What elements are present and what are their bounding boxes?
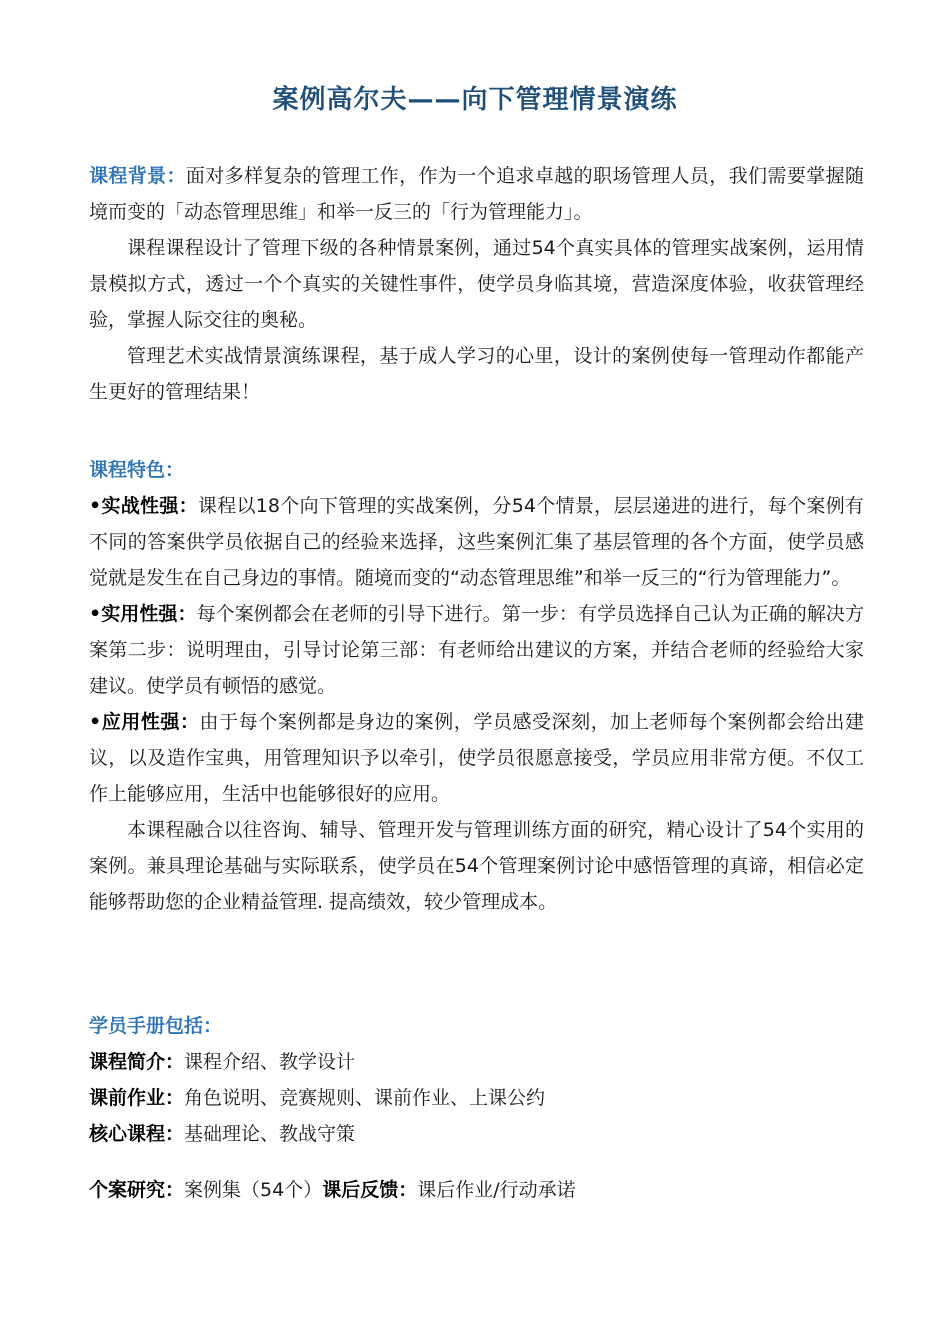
handbook-heading: 学员手册包括： [89,1015,223,1037]
feature-label: •实用性强： [89,603,197,625]
background-heading: 课程背景： [89,165,186,187]
handbook-row [89,1080,864,1116]
background-intro [89,158,864,230]
background-intro-text: 面对多样复杂的管理工作，作为一个追求卓越的职场管理人员，我们需要掌握随境而变的「动态管理思维」和举一反三的「行为管理能力」。 [89,165,864,223]
background-section [89,158,864,410]
handbook-label: 个案研究： [89,1179,185,1201]
feature-label: •实战性强： [89,495,198,517]
handbook-section [89,1008,864,1208]
feature-text: 课程以18个向下管理的实战案例，分54个情景，层层递进的进行，每个案例有不同的答案供学员依据自己的经验来选择，这些案例汇集了基层管理的各个方面，使学员感觉就是发生在自己身边的事情。随境而变的“动态管理思维”和举一反三的“行为管理能力”。 [89,495,864,589]
handbook-label: 核心课程： [89,1123,185,1145]
handbook-label: 课后反馈： [322,1179,418,1201]
handbook-text: 课后作业/行动承诺 [417,1179,576,1201]
feature-text: 每个案例都会在老师的引导下进行。第一步：有学员选择自己认为正确的解决方案第二步：说明理由，引导讨论第三部：有老师给出建议的方案，并结合老师的经验给大家建议。使学员有顿悟的感觉。 [89,603,864,697]
background-para-3: 管理艺术实战情景演练课程，基于成人学习的心里，设计的案例使每一管理动作都能产生更好的管理结果！ [89,345,864,403]
background-para-2: 课程课程设计了管理下级的各种情景案例，通过54个真实具体的管理实战案例，运用情景模拟方式，透过一个个真实的关键性事件，使学员身临其境，营造深度体验，收获管理经验，掌握人际交往的奥秘。 [89,237,864,331]
handbook-label: 课程简介： [89,1051,185,1073]
handbook-text: 案例集（54个） [184,1179,323,1201]
handbook-text: 课程介绍、教学设计 [184,1051,356,1073]
page-title: 案例高尔夫——向下管理情景演练 [272,85,678,115]
handbook-text: 角色说明、竞赛规则、课前作业、上课公约 [184,1087,546,1109]
handbook-text: 基础理论、教战守策 [184,1123,356,1145]
feature-item [89,596,864,704]
feature-label: •应用性强： [89,711,200,733]
handbook-row [89,1044,864,1080]
feature-item [89,488,864,596]
features-heading: 课程特色： [89,459,185,481]
handbook-row [89,1116,864,1152]
features-summary: 本课程融合以往咨询、辅导、管理开发与管理训练方面的研究，精心设计了54个实用的案例。兼具理论基础与实际联系，使学员在54个管理案例讨论中感悟管理的真谛，相信必定能够帮助您的企业精益管理. 提高绩效，较少管理成本。 [89,819,864,913]
feature-text: 由于每个案例都是身边的案例，学员感受深刻，加上老师每个案例都会给出建议，以及造作宝典，用管理知识予以牵引，使学员很愿意接受，学员应用非常方便。不仅工作上能够应用，生活中也能够很好的应用。 [89,711,864,805]
feature-item [89,704,864,812]
handbook-label: 课前作业： [89,1087,185,1109]
features-section [89,452,864,920]
handbook-row-last [89,1172,864,1208]
